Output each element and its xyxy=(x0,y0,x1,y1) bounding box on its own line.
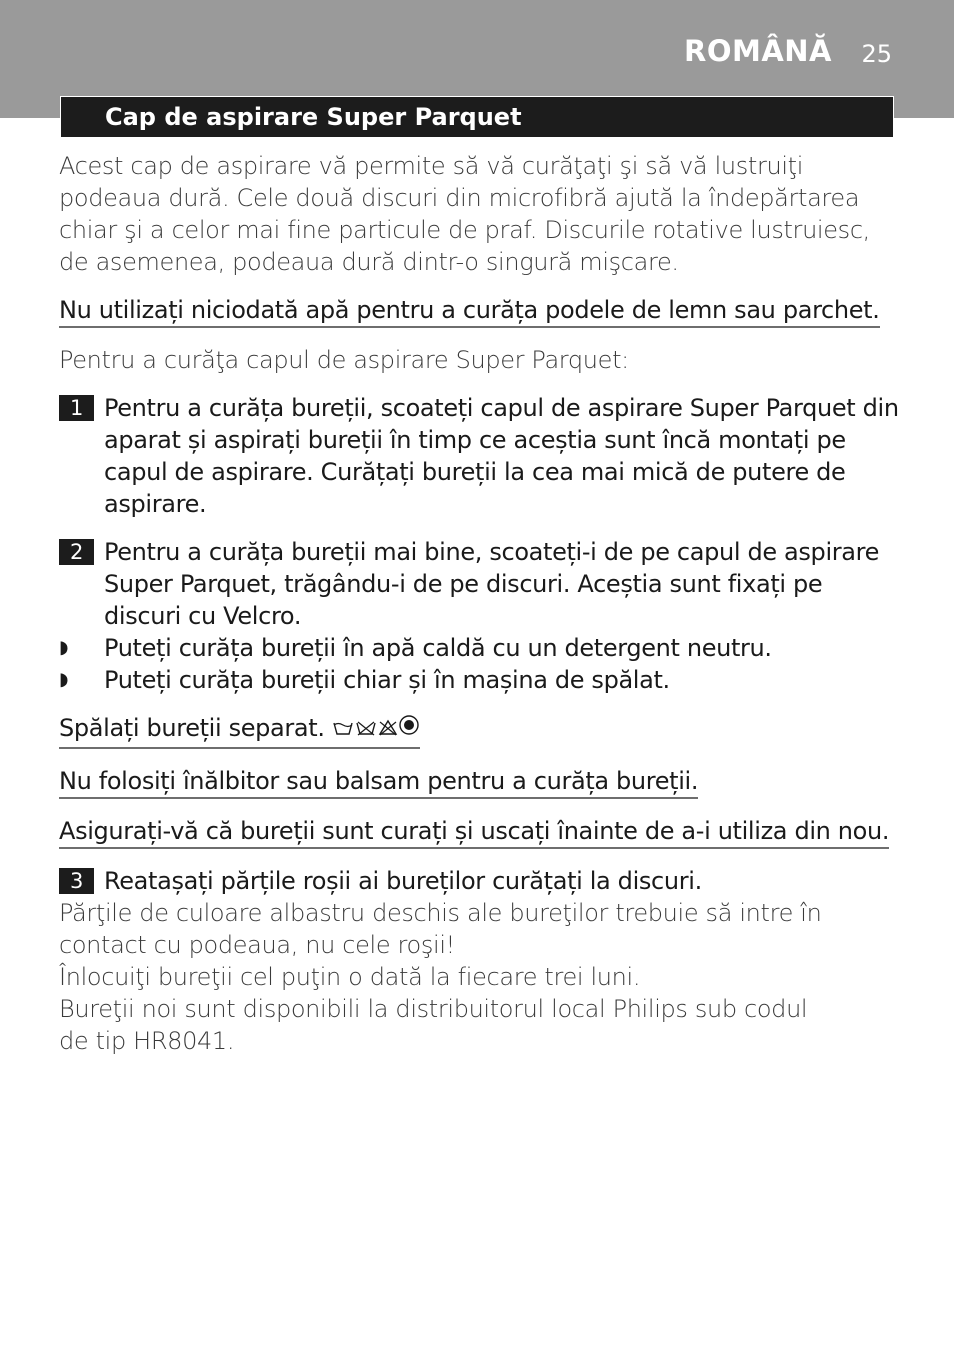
note-availability: Bureţii noi sunt disponibili la distribuitorul local Philips sub codul de tip HR8041. xyxy=(59,995,808,1055)
bullet-item xyxy=(59,632,899,664)
step-text: Reatașați părțile roșii ai bureților curățați la discuri. xyxy=(104,867,702,895)
wash-note xyxy=(59,712,420,749)
wash-note-text: Spălați bureții separat. xyxy=(59,714,325,742)
step-text: Pentru a curăța bureții mai bine, scoateți-i de pe capul de aspirare Super Parquet, trăgându-i de pe discuri. Aceștia sunt fixați pe discuri cu Velcro. xyxy=(104,538,880,630)
language-label: ROMÂNĂ xyxy=(684,34,832,68)
how-to-clean-label: Pentru a curăţa capul de aspirare Super Parquet: xyxy=(59,346,629,374)
section-title: Cap de aspirare Super Parquet xyxy=(105,103,522,131)
warning-no-bleach: Nu folosiți înălbitor sau balsam pentru a curăța bureții. xyxy=(59,765,698,799)
step-1 xyxy=(59,392,899,520)
bullet-text: Puteți curăța bureții în apă caldă cu un detergent neutru. xyxy=(104,634,772,662)
step-3 xyxy=(59,865,899,897)
section-title-bar xyxy=(60,96,894,138)
intro-paragraph: Acest cap de aspirare vă permite să vă curăţaţi şi să vă lustruiţi podeaua dură. Cele două discuri din microfibră ajută la îndepărtarea chiar şi a celor mai fine particule de praf. Discurile rotative lustruiesc, de asemenea, podeaua dură dintr-o singură mişcare. xyxy=(59,152,870,276)
step-number: 1 xyxy=(59,395,94,421)
warning-no-water: Nu utilizați niciodată apă pentru a curăța podele de lemn sau parchet. xyxy=(59,294,880,328)
warning-dry-before-use: Asigurați-vă că bureții sunt curați și uscați înainte de a-i utiliza din nou. xyxy=(59,815,889,849)
bullet-text: Puteți curăța bureții chiar și în mașina de spălat. xyxy=(104,666,670,694)
triangle-right-icon: ◗ xyxy=(59,637,69,658)
note-contact-side: Părţile de culoare albastru deschis ale bureţilor trebuie să intre în contact cu podeaua, nu cele roşii! xyxy=(59,899,822,959)
step-text: Pentru a curăța bureții, scoateți capul de aspirare Super Parquet din aparat și aspirați bureții în timp ce aceștia sunt încă montați pe capul de aspirare. Curățați bureții la cea mai mică de putere de aspirare. xyxy=(104,394,899,518)
care-symbols-icon xyxy=(332,714,420,747)
triangle-right-icon: ◗ xyxy=(59,669,69,690)
step-number: 2 xyxy=(59,539,94,565)
step-2 xyxy=(59,536,899,632)
page-number: 25 xyxy=(861,40,892,68)
page-content xyxy=(59,150,899,1057)
step-number: 3 xyxy=(59,868,94,894)
bullet-item xyxy=(59,664,899,696)
note-replace: Înlocuiţi bureţii cel puţin o dată la fiecare trei luni. xyxy=(59,963,641,991)
